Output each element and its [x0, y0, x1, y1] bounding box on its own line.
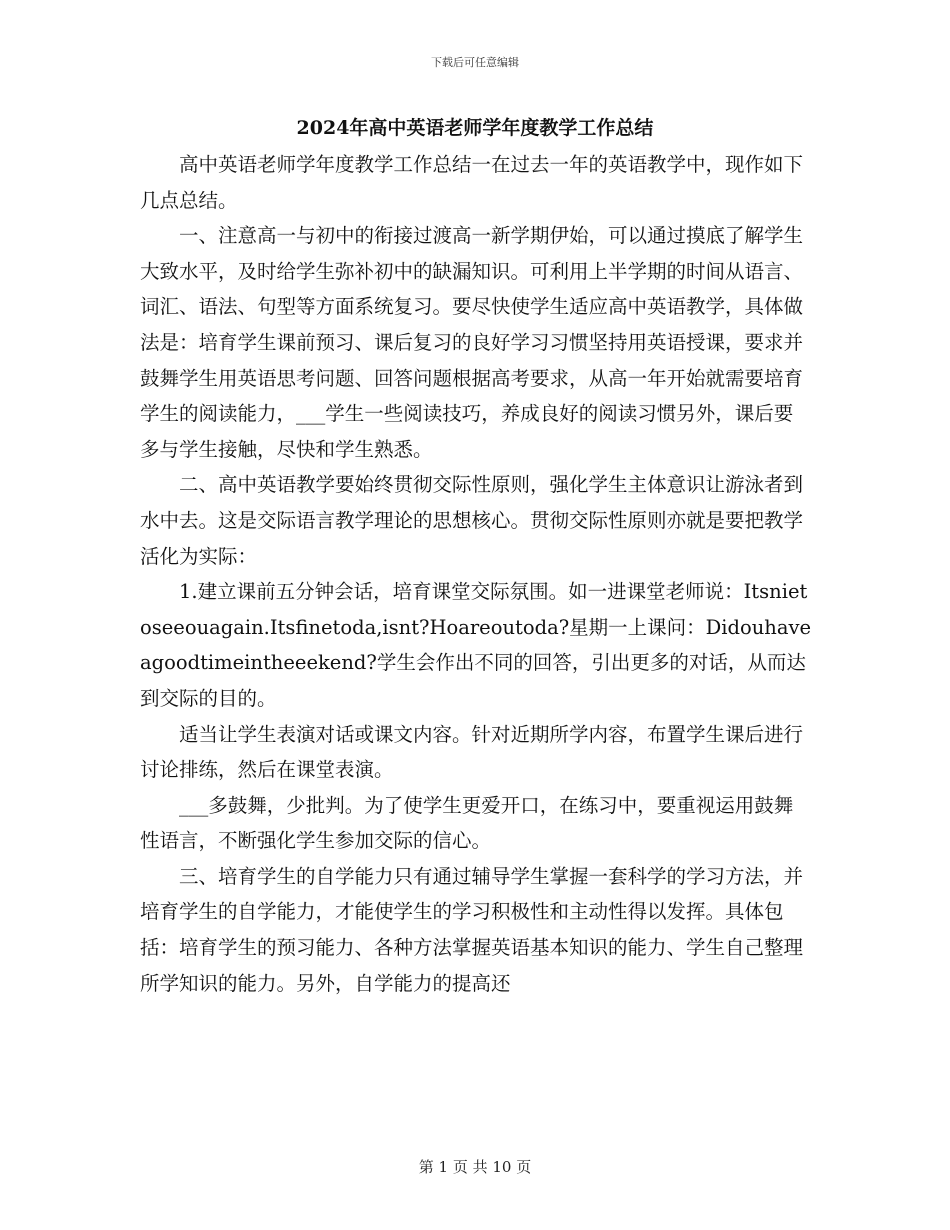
paragraph-intro: 高中英语老师学年度教学工作总结一在过去一年的英语教学中，现作如下几点总结。	[140, 153, 804, 212]
page-header-note: 下载后可任意编辑	[431, 56, 519, 69]
document-title: 2024年高中英语老师学年度教学工作总结	[296, 117, 654, 139]
paragraph-performance: 适当让学生表演对话或课文内容。针对近期所学内容，布置学生课后进行讨论排练，然后在课堂表演。	[140, 722, 804, 782]
page-footer-number: 第 1 页 共 10 页	[418, 1158, 532, 1176]
paragraph-section-1: 一、注意高一与初中的衔接过渡高一新学期伊始，可以通过摸底了解学生大致水平，及时给学生弥补初中的缺漏知识。可利用上半学期的时间从语言、词汇、语法、句型等方面系统复习。要尽快使学生适应高中英语教学，具体做法是：培育学生课前预习、课后复习的良好学习习惯坚持用英语授课，要求并鼓舞学生用英语思考问题、回答问题根据高考要求，从高一年开始就需要培育学生的阅读能力，___学生一些阅读技巧，养成良好的阅读习惯另外，课后要多与学生接触，尽快和学生熟悉。	[140, 224, 804, 461]
document-body	[140, 147, 812, 1001]
paragraph-section-3: 三、培育学生的自学能力只有通过辅导学生掌握一套科学的学习方法，并培育学生的自学能力，才能使学生的学习积极性和主动性得以发挥。具体包括：培育学生的预习能力、各种方法掌握英语基本知识的能力、学生自己整理所学知识的能力。另外，自学能力的提高还	[140, 864, 804, 995]
paragraph-encouragement: ___多鼓舞，少批判。为了使学生更爱开口，在练习中，要重视运用鼓舞性语言，不断强化学生参加交际的信心。	[140, 793, 794, 853]
paragraph-item-1: 1.建立课前五分钟会话，培育课堂交际氛围。如一进课堂老师说：Itsnietoseeouagain.Itsfinetoda,isnt?Hoareoutoda?星期一上课问：Didouhaveagoodtimeintheeekend?学生会作出不同的回答，引出更多的对话，从而达到交际的目的。	[140, 580, 812, 710]
paragraph-section-2: 二、高中英语教学要始终贯彻交际性原则，强化学生主体意识让游泳者到水中去。这是交际语言教学理论的思想核心。贯彻交际性原则亦就是要把教学活化为实际：	[140, 473, 804, 568]
